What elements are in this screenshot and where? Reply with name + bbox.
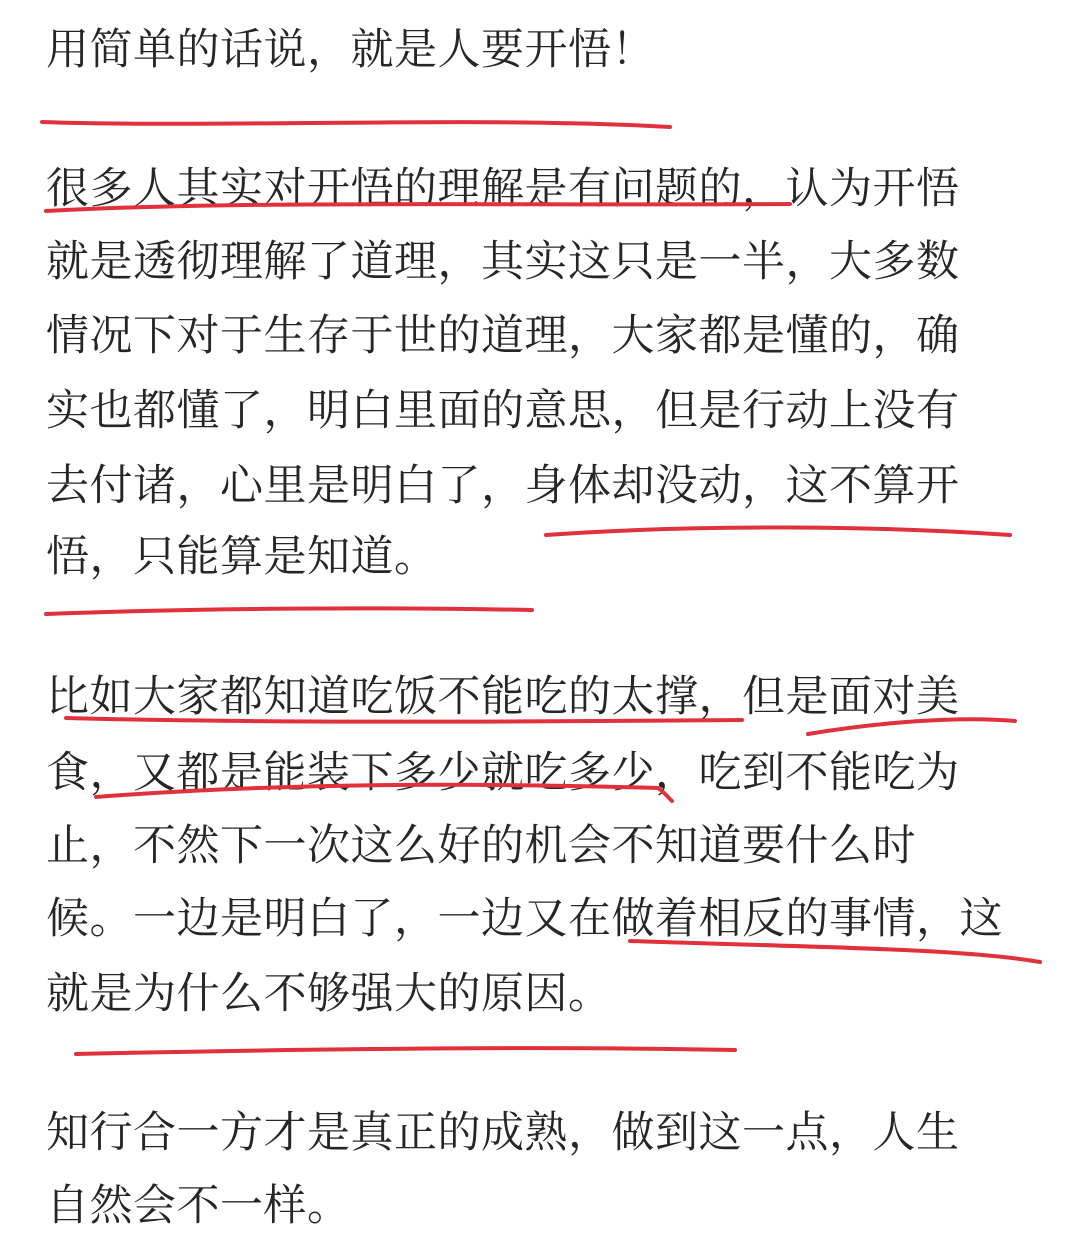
paragraph-2-line-2: 就是透彻理解了道理，其实这只是一半，大多数 bbox=[46, 237, 960, 287]
paragraph-2-line-4: 实也都懂了，明白里面的意思，但是行动上没有 bbox=[46, 386, 960, 436]
paragraph-3-line-3: 止，不然下一次这么好的机会不知道要什么时 bbox=[46, 821, 916, 871]
paragraph-2-line-5: 去付诸，心里是明白了，身体却没动，这不算开 bbox=[46, 461, 960, 511]
paragraph-4-line-2: 自然会不一样。 bbox=[46, 1181, 351, 1231]
paragraph-3-line-4: 候。一边是明白了，一边又在做着相反的事情，这 bbox=[46, 894, 1003, 944]
paragraph-1-line-1: 用简单的话说，就是人要开悟！ bbox=[46, 25, 655, 75]
underline-mark bbox=[546, 527, 1010, 535]
paragraph-2-line-6: 悟，只能算是知道。 bbox=[46, 532, 438, 582]
paragraph-2-line-3: 情况下对于生存于世的道理，大家都是懂的，确 bbox=[46, 311, 960, 361]
paragraph-3-line-2: 食，又都是能装下多少就吃多少，吃到不能吃为 bbox=[46, 748, 960, 798]
paragraph-2-line-1: 很多人其实对开悟的理解是有问题的，认为开悟 bbox=[46, 164, 960, 214]
underline-mark bbox=[42, 122, 670, 127]
underline-mark bbox=[76, 1048, 735, 1054]
paragraph-3-line-5: 就是为什么不够强大的原因。 bbox=[46, 969, 612, 1019]
underline-mark bbox=[46, 608, 532, 614]
paragraph-3-line-1: 比如大家都知道吃饭不能吃的太撑，但是面对美 bbox=[46, 672, 960, 722]
paragraph-4-line-1: 知行合一方才是真正的成熟，做到这一点，人生 bbox=[46, 1108, 960, 1158]
